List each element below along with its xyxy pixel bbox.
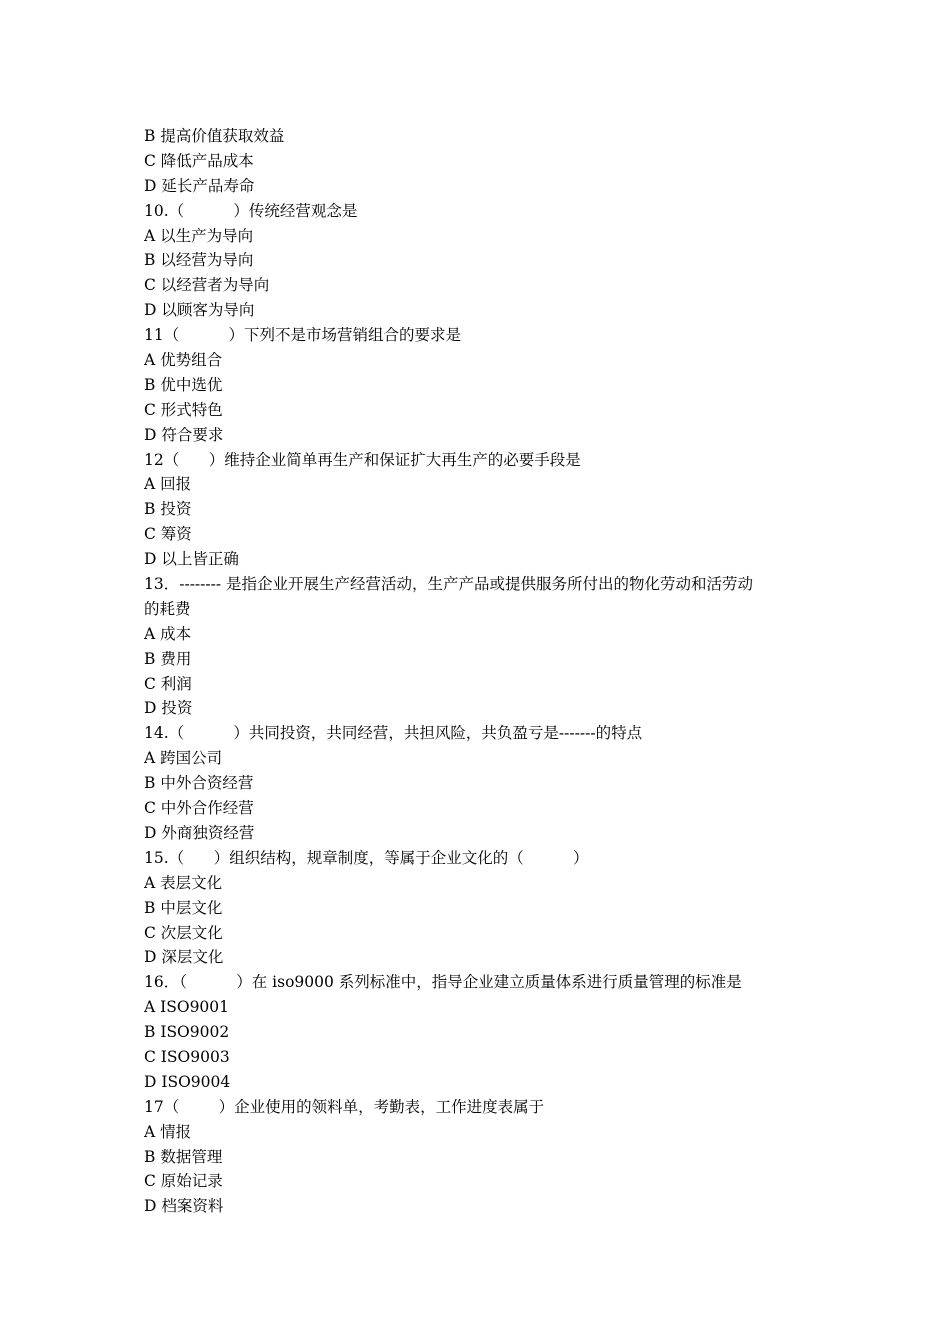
answer-option: B 投资 [144, 500, 192, 519]
answer-option: D 延长产品寿命 [144, 176, 255, 195]
answer-option: A 成本 [144, 624, 192, 643]
answer-option: A 以生产为导向 [144, 226, 254, 245]
question-16: 16．（ ）在 iso9000 系列标准中，指导企业建立质量体系进行质量管理的标准是 [144, 973, 742, 992]
answer-option: D 外商独资经营 [144, 823, 255, 842]
question-10: 10.（ ）传统经营观念是 [144, 201, 358, 220]
answer-option: C 原始记录 [144, 1172, 223, 1191]
answer-option: A 跨国公司 [144, 749, 223, 768]
question-17: 17（ ）企业使用的领料单，考勤表，工作进度表属于 [144, 1097, 545, 1116]
answer-option: A 优势组合 [144, 351, 223, 370]
answer-option: C 形式特色 [144, 400, 223, 419]
answer-option: C 以经营者为导向 [144, 276, 270, 295]
answer-option: C 筹资 [144, 525, 192, 544]
answer-option: A ISO9001 [144, 998, 230, 1017]
answer-option: D ISO9004 [144, 1072, 231, 1091]
answer-option: B 中外合资经营 [144, 774, 254, 793]
answer-option: D 深层文化 [144, 948, 224, 967]
question-13: 13．-------- 是指企业开展生产经营活动，生产产品或提供服务所付出的物化劳动和活劳动 [144, 575, 754, 594]
answer-option: D 档案资料 [144, 1197, 224, 1216]
answer-option: B 优中选优 [144, 375, 223, 394]
answer-option: A 表层文化 [144, 873, 223, 892]
question-11: 11（ ）下列不是市场营销组合的要求是 [144, 326, 461, 345]
answer-option: A 回报 [144, 475, 192, 494]
answer-option: C 次层文化 [144, 923, 223, 942]
answer-option: A 情报 [144, 1122, 192, 1141]
answer-option: C 利润 [144, 674, 192, 693]
answer-option: B ISO9002 [144, 1023, 230, 1042]
answer-option: D 以上皆正确 [144, 550, 239, 569]
question-13-continued: 的耗费 [144, 599, 191, 618]
question-15: 15.（ ）组织结构，规章制度，等属于企业文化的（ ） [144, 848, 589, 867]
answer-option: D 投资 [144, 699, 193, 718]
answer-option: C 降低产品成本 [144, 151, 254, 170]
answer-option: C 中外合作经营 [144, 799, 254, 818]
answer-option: B 以经营为导向 [144, 251, 254, 270]
answer-option: B 费用 [144, 649, 192, 668]
question-12: 12（ ）维持企业简单再生产和保证扩大再生产的必要手段是 [144, 450, 581, 469]
answer-option: B 中层文化 [144, 898, 223, 917]
answer-option: B 数据管理 [144, 1147, 223, 1166]
answer-option: B 提高价值获取效益 [144, 127, 285, 145]
document-body [144, 124, 814, 1219]
answer-option: D 符合要求 [144, 425, 224, 444]
answer-option: D 以顾客为导向 [144, 301, 255, 320]
question-14: 14.（ ）共同投资，共同经营，共担风险，共负盈亏是-------的特点 [144, 724, 643, 743]
answer-option: C ISO9003 [144, 1047, 230, 1066]
